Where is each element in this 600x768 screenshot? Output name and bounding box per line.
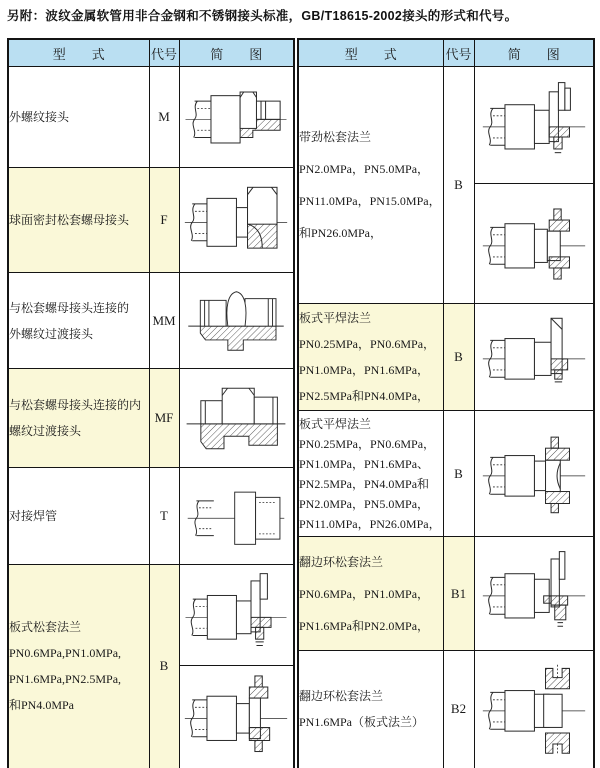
fitting-type-line: PN2.5MPa，PN4.0MPa和 <box>299 476 430 491</box>
fitting-type-line: 和PN26.0MPa， <box>299 226 383 240</box>
table-row <box>298 411 594 537</box>
male-male-adapter-diagram <box>179 273 294 369</box>
plate-weld-flange-diagram <box>474 304 594 411</box>
fitting-type-line: 翻边环松套法兰 <box>299 689 384 704</box>
fittings-table-right <box>297 38 595 768</box>
table-row <box>298 537 594 651</box>
fitting-type-line: PN0.6MPa，PN1.0MPa， <box>299 586 430 601</box>
fitting-type-line: 外螺纹过渡接头 <box>9 326 94 341</box>
fitting-type-cell <box>298 537 443 651</box>
fitting-type-line: 板式松套法兰 <box>9 620 82 635</box>
flanged-ring-lap-flange-diagram <box>474 537 594 651</box>
plate-lap-flange-top-diagram <box>179 565 294 666</box>
neck-lap-flange-bottom-diagram <box>474 184 594 304</box>
table-row <box>298 67 594 184</box>
fitting-type-line: 与松套螺母接头连接的 <box>9 300 130 315</box>
fitting-type-line: PN1.6MPa,PN2.5MPa, <box>9 672 122 687</box>
fitting-code-cell: MF <box>149 369 179 468</box>
fitting-code-cell: B2 <box>443 651 474 768</box>
table-row <box>8 168 294 273</box>
column-header-type: 型 式 <box>298 39 443 67</box>
fitting-type-line: 板式平焊法兰 <box>299 416 372 431</box>
male-female-adapter-diagram <box>179 369 294 468</box>
butt-weld-pipe-diagram <box>179 468 294 565</box>
fitting-type-line: PN1.0MPa，PN1.6MPa， <box>299 363 430 377</box>
flanged-ring-plate-flange-diagram <box>474 651 594 768</box>
table-row <box>8 67 294 168</box>
table-row <box>298 651 594 768</box>
column-header-diagram: 简 图 <box>474 39 594 67</box>
table-row <box>8 273 294 369</box>
fitting-type-cell <box>8 273 149 369</box>
fitting-type-line: 外螺纹接头 <box>9 110 70 124</box>
fitting-type-cell <box>8 468 149 565</box>
column-header-diagram: 简 图 <box>179 39 294 67</box>
table-row <box>8 565 294 666</box>
fitting-type-line: 板式平焊法兰 <box>299 311 372 325</box>
fitting-code-cell: F <box>149 168 179 273</box>
column-header-type: 型 式 <box>8 39 149 67</box>
fitting-type-line: 翻边环松套法兰 <box>299 554 384 569</box>
fitting-type-line: PN1.6MPa（板式法兰） <box>299 715 425 730</box>
fitting-type-line: 带劲松套法兰 <box>299 130 372 144</box>
fitting-type-cell <box>298 411 443 537</box>
table-row <box>8 369 294 468</box>
fitting-type-line: 和PN4.0MPa <box>9 698 75 713</box>
plate-lap-flange-bottom-diagram <box>179 666 294 768</box>
spherical-seal-swivel-nut-fitting-diagram <box>179 168 294 273</box>
fitting-type-line: PN2.5MPa和PN4.0MPa， <box>299 389 430 403</box>
page-title: 另附：波纹金属软管用非合金钢和不锈钢接头标准，GB/T18615-2002接头的形式和代号。 <box>7 9 518 23</box>
fitting-type-line: PN0.25MPa，PN0.6MPa， <box>299 436 436 451</box>
fitting-code-cell: MM <box>149 273 179 369</box>
fitting-type-cell <box>298 304 443 411</box>
fitting-type-line: 螺纹过渡接头 <box>9 424 82 438</box>
fitting-type-cell <box>8 369 149 468</box>
fitting-type-line: 对接焊管 <box>9 509 58 523</box>
hub-flange-diagram <box>474 411 594 537</box>
column-header-code: 代号 <box>443 39 474 67</box>
fitting-type-line: PN0.6MPa,PN1.0MPa, <box>9 646 122 661</box>
fitting-type-line: PN2.0MPa，PN5.0MPa， <box>299 496 430 511</box>
male-thread-fitting-diagram <box>179 67 294 168</box>
table-header-right <box>298 39 594 67</box>
fitting-code-cell: T <box>149 468 179 565</box>
fitting-type-line: PN1.6MPa和PN2.0MPa， <box>299 618 430 633</box>
fitting-type-cell <box>8 168 149 273</box>
fitting-type-line: PN11.0MPa，PN26.0MPa， <box>299 516 441 531</box>
fitting-code-cell: B <box>149 565 179 768</box>
fitting-type-line: PN0.25MPa，PN0.6MPa， <box>299 337 436 351</box>
fitting-type-line: 球面密封松套螺母接头 <box>9 213 130 227</box>
fitting-type-line: PN11.0MPa，PN15.0MPa， <box>299 194 441 208</box>
fitting-type-cell <box>298 67 443 304</box>
table-row <box>8 468 294 565</box>
table-row <box>298 304 594 411</box>
fitting-code-cell: M <box>149 67 179 168</box>
fitting-type-cell <box>8 565 149 768</box>
fitting-type-line: PN1.0MPa，PN1.6MPa、 <box>299 456 430 471</box>
fitting-code-cell: B <box>443 411 474 537</box>
fitting-code-cell: B1 <box>443 537 474 651</box>
fitting-type-cell <box>298 651 443 768</box>
fitting-type-line: PN2.0MPa，PN5.0MPa， <box>299 162 430 176</box>
fitting-code-cell: B <box>443 304 474 411</box>
fittings-table-left <box>7 38 295 768</box>
fitting-type-line: 与松套螺母接头连接的内 <box>9 398 142 412</box>
table-header-left <box>8 39 294 67</box>
fitting-type-cell <box>8 67 149 168</box>
neck-lap-flange-top-diagram <box>474 67 594 184</box>
column-header-code: 代号 <box>149 39 179 67</box>
table-body-left <box>8 67 294 768</box>
table-body-right <box>298 67 594 768</box>
fitting-code-cell: B <box>443 67 474 304</box>
